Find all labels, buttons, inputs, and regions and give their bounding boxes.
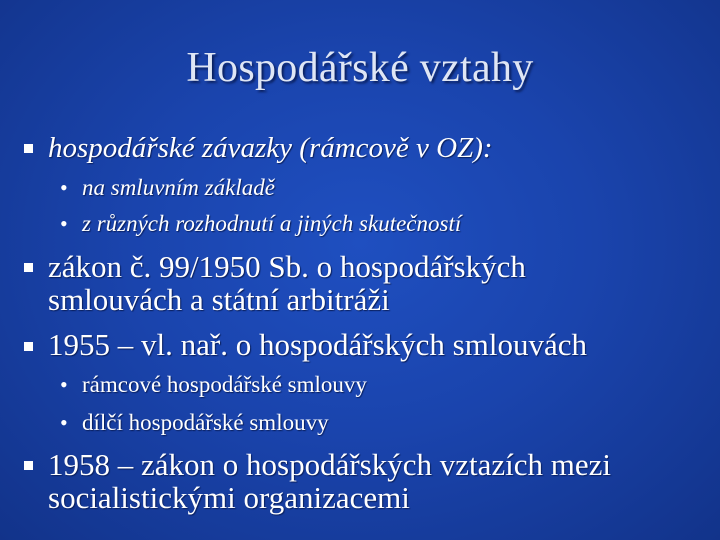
slide-title: Hospodářské vztahy xyxy=(186,45,534,91)
square-bullet-icon xyxy=(24,144,33,153)
bullet-item-4-line-2: socialistickými organizacemi xyxy=(48,480,410,515)
bullet-item-2-line-1: zákon č. 99/1950 Sb. o hospodářských xyxy=(48,249,526,284)
sub-bullet-icon: • xyxy=(60,410,68,435)
sub-bullet-icon: • xyxy=(60,372,68,397)
sub-item-3-2: dílčí hospodářské smlouvy xyxy=(82,410,329,435)
sub-item-3-1: rámcové hospodářské smlouvy xyxy=(82,372,367,397)
sub-item-1-2: z různých rozhodnutí a jiných skutečností xyxy=(82,211,462,236)
square-bullet-icon xyxy=(24,461,33,470)
sub-bullet-icon: • xyxy=(60,211,68,236)
sub-item-1-1: na smluvním základě xyxy=(82,175,275,200)
bullet-item-3: 1955 – vl. nař. o hospodářských smlouvách xyxy=(48,327,587,362)
bullet-item-4-line-1: 1958 – zákon o hospodářských vztazích mezi xyxy=(48,447,611,482)
square-bullet-icon xyxy=(24,263,33,272)
sub-bullet-icon: • xyxy=(60,175,68,200)
bullet-item-1: hospodářské závazky (rámcově v OZ): xyxy=(48,132,493,164)
bullet-item-2-line-2: smlouvách a státní arbitráži xyxy=(48,282,390,317)
square-bullet-icon xyxy=(24,342,33,351)
